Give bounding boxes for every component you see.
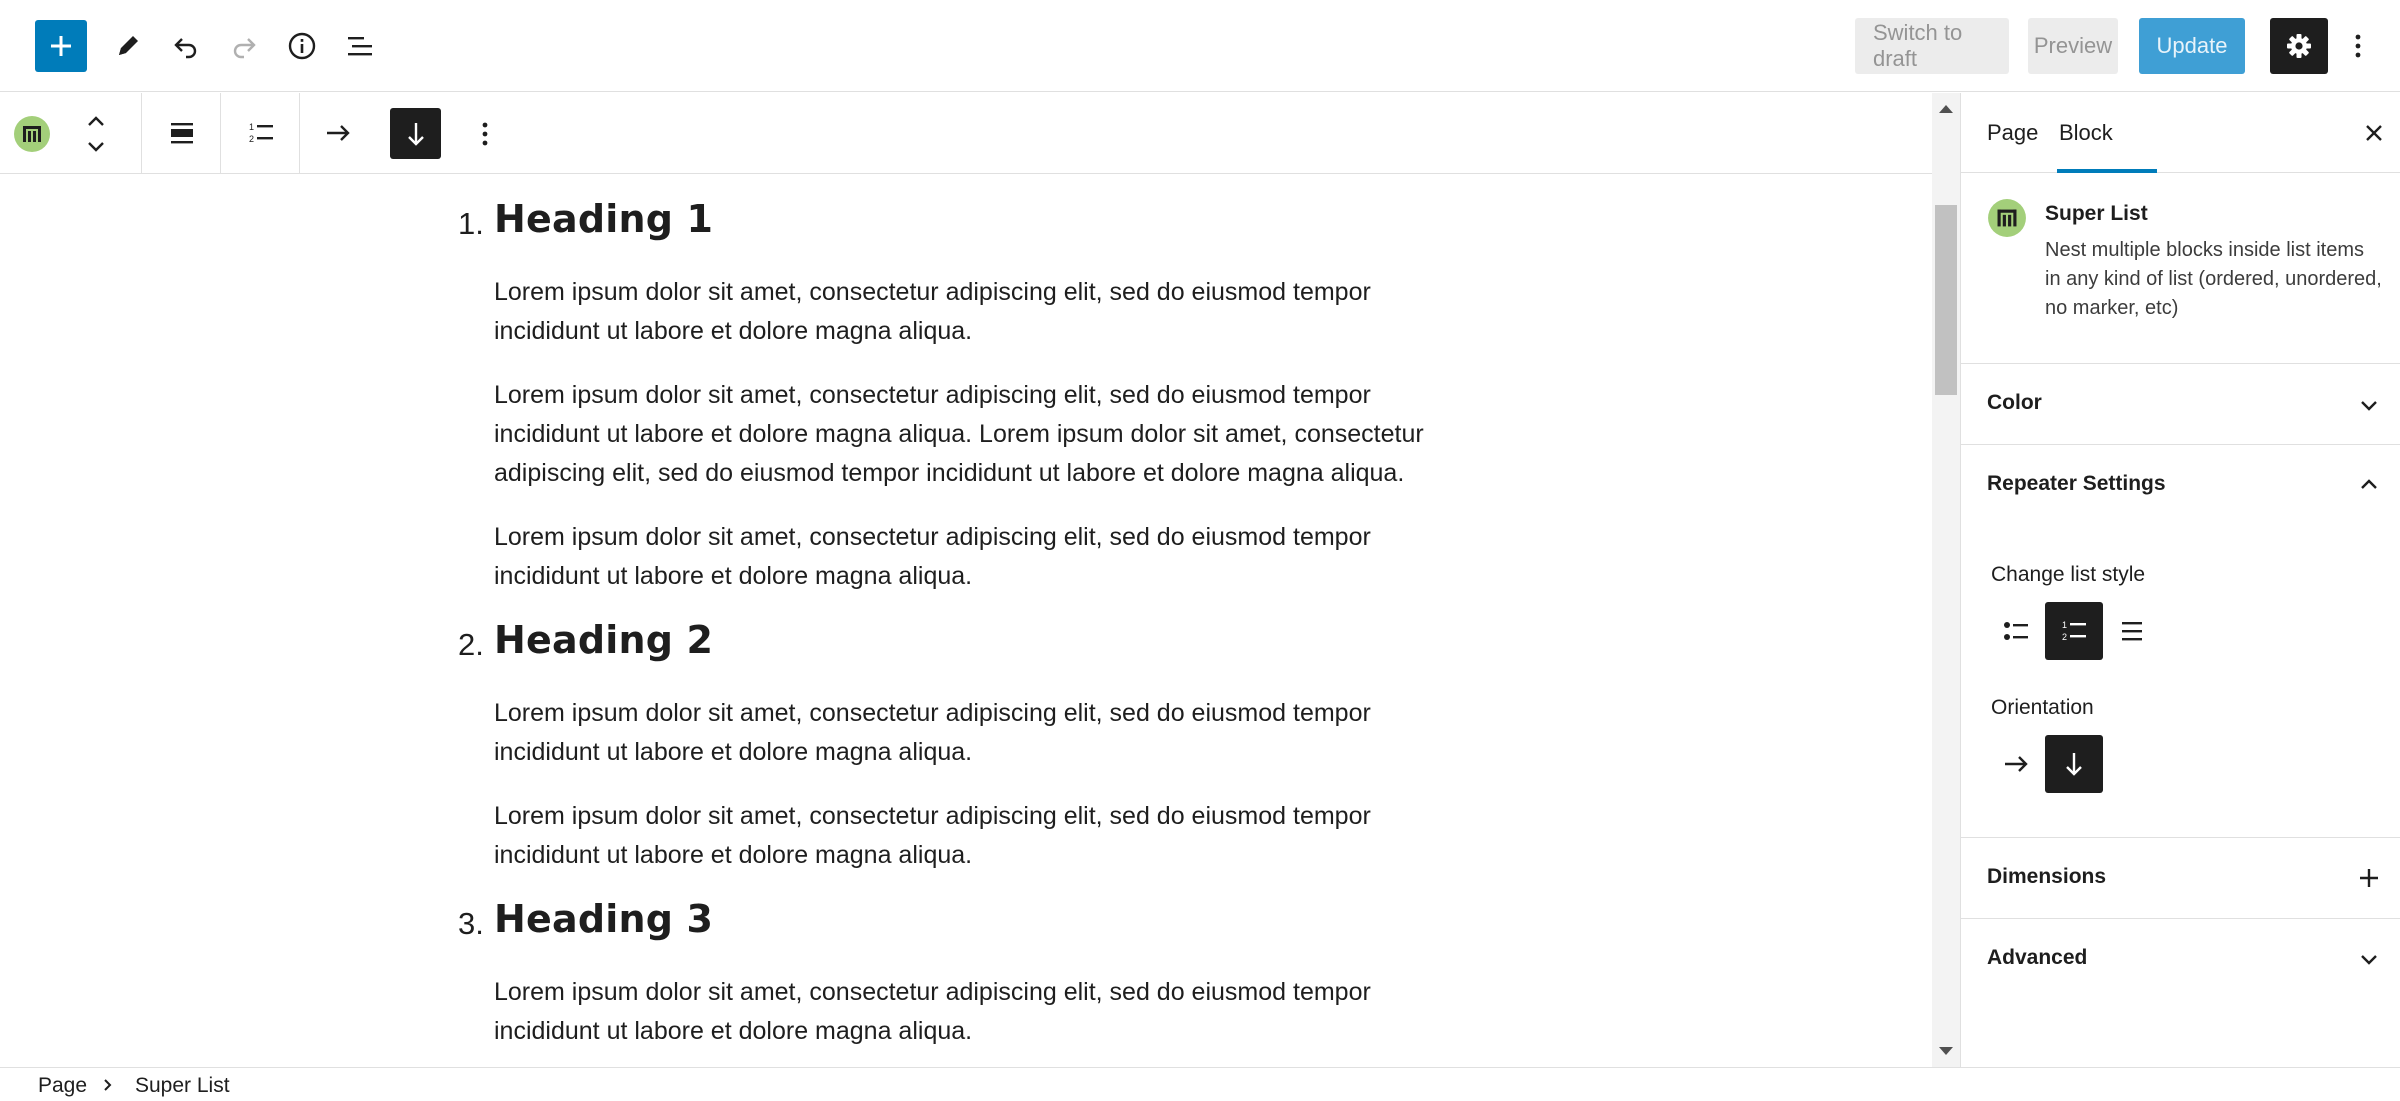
no-marker-list-icon [2117,616,2147,646]
settings-sidebar [1960,93,2400,1067]
align-icon [167,118,197,148]
repeater-settings-toggle[interactable] [2351,467,2387,503]
dimensions-options-button[interactable] [2351,860,2387,896]
ordered-list-icon [2059,616,2089,646]
paragraph[interactable]: Lorem ipsum dolor sit amet, consectetur adipiscing elit, sed do eiusmod tempor incididunt ut labore et dolore magna aliqua. [494,699,1371,766]
list-item-heading[interactable]: Heading 3 [494,897,714,941]
list-view-button[interactable] [334,20,386,72]
vertical-ellipsis-icon [480,119,490,149]
plus-icon [2357,866,2381,890]
pencil-icon [113,31,143,61]
block-card-icon [1987,198,2027,243]
block-inserter-button[interactable] [35,20,87,72]
block-card [1961,174,2400,364]
paragraph[interactable]: Lorem ipsum dolor sit amet, consectetur adipiscing elit, sed do eiusmod tempor incididunt ut labore et dolore magna aliqua. [494,278,1371,345]
list-style-label: Change list style [1991,563,2146,586]
tab-page[interactable]: Page [1987,120,2039,145]
list-view-icon [344,30,376,62]
svg-text:1: 1 [2062,620,2068,630]
undo-icon [171,31,201,61]
color-panel-toggle[interactable] [2351,387,2387,423]
orientation-group [300,93,500,173]
chevron-down-icon [2358,394,2380,416]
redo-button[interactable] [218,20,270,72]
color-panel[interactable] [1961,365,2400,445]
orientation-horizontal-option[interactable] [1987,735,2045,793]
sidebar-tabs [1961,93,2400,173]
arrow-right-icon [323,118,353,148]
block-options-button[interactable] [470,113,500,155]
block-breadcrumb [0,1067,2400,1101]
settings-button[interactable] [2270,18,2328,74]
block-card-description: Nest multiple blocks inside list items in any kind of list (ordered, unordered, no marker, etc) [2045,239,2382,319]
paragraph[interactable]: Lorem ipsum dolor sit amet, consectetur adipiscing elit, sed do eiusmod tempor incididunt ut labore et dolore magna aliqua. [494,523,1371,590]
update-button[interactable]: Update [2139,18,2245,74]
chevron-up-icon [2358,474,2380,496]
switch-to-draft-button[interactable]: Switch to draft [1855,18,2009,74]
undo-button[interactable] [160,20,212,72]
vertical-ellipsis-icon [2353,31,2363,61]
list-style-group [221,93,300,173]
paragraph[interactable]: Lorem ipsum dolor sit amet, consectetur adipiscing elit, sed do eiusmod tempor incididunt ut labore et dolore magna aliqua. Lorem ipsum dolor sit amet, consectetur adipiscing elit, sed do eiusmod tempor incididunt ut labore et dolore magna aliqua. [494,381,1424,487]
ordered-list-icon [246,118,276,148]
orientation-vertical-button[interactable] [390,108,441,159]
move-up-down-control[interactable] [80,109,112,159]
list-item-heading[interactable]: Heading 2 [494,618,714,662]
svg-text:1: 1 [249,122,255,132]
details-button[interactable] [276,20,328,72]
super-list-block-icon [1987,198,2027,238]
redo-icon [229,31,259,61]
block-toolbar [0,93,1960,174]
unordered-list-icon [2001,616,2031,646]
scroll-up-arrow-icon[interactable] [1939,105,1953,113]
list-style-no-marker-button[interactable] [2103,602,2161,660]
svg-text:2: 2 [249,134,255,144]
scrollbar-thumb[interactable] [1935,205,1957,395]
panel-title: Advanced [1987,946,2088,969]
preview-button[interactable]: Preview [2028,18,2118,74]
active-tab-indicator [2057,169,2157,173]
arrow-down-icon [401,119,431,149]
chevron-right-icon [100,1077,116,1093]
arrow-down-icon [2059,749,2089,779]
editor-canvas[interactable] [0,175,1932,1067]
panel-title: Color [1987,391,2042,414]
plus-icon [46,31,76,61]
options-menu-button[interactable] [2338,20,2378,72]
advanced-panel[interactable] [1961,919,2400,999]
breadcrumb-super-list[interactable]: Super List [135,1074,230,1097]
block-switcher-group [0,93,142,173]
gear-icon [2284,31,2314,61]
block-type-switcher[interactable] [12,114,52,154]
list-style-ordered-button[interactable] [2045,602,2103,660]
paragraph[interactable]: Lorem ipsum dolor sit amet, consectetur adipiscing elit, sed do eiusmod tempor incididunt ut labore et dolore magna aliqua. [494,802,1371,869]
panel-title: Dimensions [1987,865,2107,888]
dimensions-panel[interactable] [1961,838,2400,919]
close-sidebar-button[interactable] [2356,115,2392,151]
breadcrumb-page[interactable]: Page [38,1074,88,1097]
paragraph[interactable]: Lorem ipsum dolor sit amet, consectetur adipiscing elit, sed do eiusmod tempor incididunt ut labore et dolore magna aliqua. [494,978,1371,1045]
list-style-unordered-button[interactable] [1987,602,2045,660]
svg-text:2: 2 [2062,632,2068,642]
editor-header [0,0,2400,92]
close-icon [2363,122,2385,144]
list-item-number: 2. [458,627,484,662]
tools-button[interactable] [102,20,154,72]
block-card-title: Super List [2045,202,2148,225]
list-item-heading[interactable]: Heading 1 [494,197,714,241]
orientation-horizontal-button[interactable] [314,109,362,157]
orientation-label: Orientation [1991,696,2094,719]
advanced-panel-toggle[interactable] [2351,941,2387,977]
move-up-down-icon [84,111,108,157]
repeater-settings-panel [1961,445,2400,838]
scroll-down-arrow-icon[interactable] [1939,1047,1953,1055]
tab-block[interactable]: Block [2059,120,2113,145]
align-group [142,93,221,173]
super-list-block-icon [13,115,51,153]
list-item-number: 3. [458,906,484,941]
list-style-button[interactable] [237,109,285,157]
info-icon [286,30,318,62]
list-item-number: 1. [458,206,484,241]
align-button[interactable] [158,109,206,157]
panel-title[interactable]: Repeater Settings [1987,472,2166,495]
chevron-down-icon [2358,948,2380,970]
canvas-scrollbar[interactable] [1932,93,1960,1067]
arrow-right-icon [2001,749,2031,779]
orientation-vertical-option[interactable] [2045,735,2103,793]
